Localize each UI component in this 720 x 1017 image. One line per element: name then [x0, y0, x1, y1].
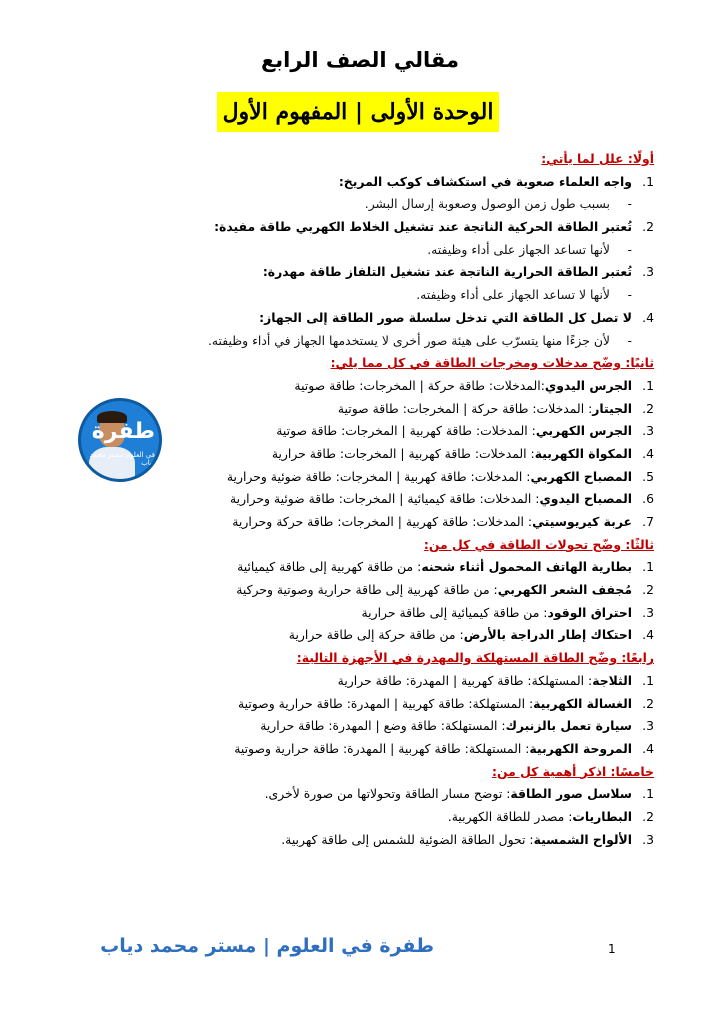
item-term: سيارة تعمل بالزنبرك	[505, 718, 632, 734]
item-term: احتراق الوقود	[547, 604, 632, 620]
list-item	[134, 670, 654, 693]
item-term: الثلاجة	[592, 672, 632, 688]
item-number: 3.	[642, 423, 654, 439]
item-term: سلاسل صور الطاقة	[510, 786, 632, 802]
list-item	[134, 806, 654, 829]
list-item	[134, 829, 654, 852]
list-item	[134, 579, 654, 602]
item-text: : من طاقة حركة إلى طاقة حرارية	[288, 627, 464, 643]
list-item	[134, 738, 654, 761]
item-number: 2.	[642, 808, 654, 824]
answer-line	[134, 284, 654, 307]
list-item	[134, 511, 654, 534]
item-text: : المستهلكة: طاقة كهربية | المهدرة: طاقة حرارية	[337, 672, 593, 688]
list-item	[134, 420, 654, 443]
list-item	[134, 375, 654, 398]
answer-line	[134, 193, 654, 216]
item-number: 3.	[642, 264, 654, 280]
item-term: الجرس الكهربي	[535, 423, 632, 439]
item-number: 3.	[642, 718, 654, 734]
item-term: تُعتبر الطاقة الحرارية الناتجة عند تشغيل التلفاز طاقة مهدرة:	[262, 264, 632, 280]
item-term: الجيتار	[592, 400, 632, 416]
item-text: : من طاقة كيميائية إلى طاقة حرارية	[361, 604, 548, 620]
item-text: : المستهلكة: طاقة وضع | المهدرة: طاقة حرارية	[260, 718, 506, 734]
item-term: المروحة الكهربية	[529, 740, 632, 756]
page-title: مقالي الصف الرابع	[260, 48, 460, 72]
answer-line	[134, 239, 654, 262]
item-text: : من طاقة كهربية إلى طاقة حرارية وصوتية وحركية	[236, 582, 498, 598]
list-item	[134, 171, 654, 194]
item-number: 4.	[642, 627, 654, 643]
item-term: لا تصل كل الطاقة التي تدخل سلسلة صور الطاقة إلى الجهاز:	[259, 309, 632, 325]
footer-brand: طفرة في العلوم | مستر محمد دياب	[100, 935, 434, 957]
item-term: المكواة الكهربية	[534, 445, 632, 461]
item-number: 5.	[642, 468, 654, 484]
item-number: 6.	[642, 491, 654, 507]
list-item	[134, 715, 654, 738]
item-term: المصباح اليدوي	[539, 491, 632, 507]
item-number: 1.	[642, 672, 654, 688]
item-number: 1.	[642, 559, 654, 575]
item-term: بطارية الهاتف المحمول أثناء شحنه	[421, 559, 632, 575]
item-text: : المدخلات: طاقة كهربية | المخرجات: طاقة صوتية	[276, 423, 536, 439]
item-number: 3.	[642, 604, 654, 620]
answer-text: لأنها تساعد الجهاز على أداء وظيفته.	[427, 241, 610, 257]
item-term: الغسالة الكهربية	[533, 695, 632, 711]
section-heading: ثانيًا: وضّح مدخلات ومخرجات الطاقة في كل مما يلي:	[330, 355, 654, 371]
item-text: : المستهلكة: طاقة كهربية | المهدرة: طاقة حرارية وصوتية	[237, 695, 534, 711]
item-number: 2.	[642, 695, 654, 711]
list-item	[134, 693, 654, 716]
questions-content	[134, 148, 654, 851]
section-heading: خامسًا: اذكر أهمية كل من:	[491, 763, 654, 779]
item-text: : المدخلات: طاقة كهربية | المخرجات: طاقة حركة وحرارية	[232, 514, 533, 529]
page-number: 1	[608, 942, 616, 956]
logo-subtitle: في العلوم مستر محمد دياب	[89, 451, 155, 467]
item-term: الألواح الشمسية	[533, 831, 632, 847]
brand-logo	[78, 398, 162, 482]
item-number: 2.	[642, 582, 654, 598]
item-number: 2.	[642, 219, 654, 235]
item-number: 1.	[642, 173, 654, 189]
item-text: : المدخلات: طاقة حركة | المخرجات: طاقة صوتية	[337, 400, 593, 416]
list-item	[134, 261, 654, 284]
list-item	[134, 602, 654, 625]
bullet-dash: -	[627, 332, 632, 348]
bullet-dash: -	[627, 241, 632, 257]
item-text: : مصدر للطاقة الكهربية.	[447, 808, 573, 824]
item-number: 2.	[642, 400, 654, 416]
item-text: : المستهلكة: طاقة كهربية | المهدرة: طاقة حرارية وصوتية	[234, 740, 530, 756]
logo-brand-text: طفرة	[91, 419, 155, 444]
item-text: :المدخلات: طاقة حركة | المخرجات: طاقة صوتية	[294, 377, 545, 393]
bullet-dash: -	[627, 196, 632, 212]
section-heading: أولًا: علل لما يأتي:	[541, 151, 654, 166]
item-text: : المدخلات: طاقة كيميائية | المخرجات: طاقة ضوئية وحرارية	[230, 491, 540, 507]
item-text: : من طاقة كهربية إلى طاقة كيميائية	[237, 559, 422, 575]
list-item	[134, 556, 654, 579]
answer-text: لأنها لا تساعد الجهاز على أداء وظيفته.	[416, 287, 610, 303]
list-item	[134, 488, 654, 511]
item-number: 4.	[642, 309, 654, 325]
list-item	[134, 624, 654, 647]
list-item	[134, 466, 654, 489]
list-item	[134, 216, 654, 239]
answer-text: لأن جزءًا منها يتسرّب على هيئة صور أخرى لا يستخدمها الجهاز في أداء وظيفته.	[207, 332, 610, 348]
unit-banner: الوحدة الأولى | المفهوم الأول	[217, 92, 499, 132]
section-heading: ثالثًا: وضّح تحولات الطاقة في كل من:	[423, 536, 654, 552]
item-number: 4.	[642, 740, 654, 756]
item-number: 7.	[642, 514, 654, 529]
item-term: واجه العلماء صعوبة في استكشاف كوكب المريخ:	[338, 173, 632, 189]
list-item	[134, 398, 654, 421]
item-number: 1.	[642, 377, 654, 393]
item-term: الجرس اليدوي	[544, 377, 632, 393]
answer-line	[134, 330, 654, 353]
list-item	[134, 307, 654, 330]
item-term: تُعتبر الطاقة الحركية الناتجة عند تشغيل الخلاط الكهربي طاقة مفيدة:	[214, 219, 632, 235]
item-term: المصباح الكهربي	[530, 468, 632, 484]
item-term: البطاريات	[572, 808, 632, 824]
list-item	[134, 443, 654, 466]
item-number: 1.	[642, 786, 654, 802]
list-item	[134, 783, 654, 806]
answer-text: بسبب طول زمن الوصول وصعوبة إرسال البشر.	[364, 196, 610, 212]
item-text: : تحول الطاقة الضوئية للشمس إلى طاقة كهربية.	[281, 831, 534, 847]
item-term: احتكاك إطار الدراجة بالأرض	[463, 627, 632, 643]
item-term: عربة كيريوسيتي	[532, 514, 632, 529]
section-heading: رابعًا: وضّح الطاقة المستهلكة والمهدرة في الأجهزة التالية:	[296, 650, 654, 666]
bullet-dash: -	[627, 287, 632, 303]
item-number: 3.	[642, 831, 654, 847]
item-text: : المدخلات: طاقة كهربية | المخرجات: طاقة ضوئية وحرارية	[226, 468, 531, 484]
item-term: مُجفف الشعر الكهربي	[497, 582, 632, 598]
item-number: 4.	[642, 445, 654, 461]
item-text: : المدخلات: طاقة كهربية | المخرجات: طاقة حرارية	[271, 445, 535, 461]
item-text: : توضح مسار الطاقة وتحولاتها من صورة لأخرى.	[264, 786, 511, 802]
